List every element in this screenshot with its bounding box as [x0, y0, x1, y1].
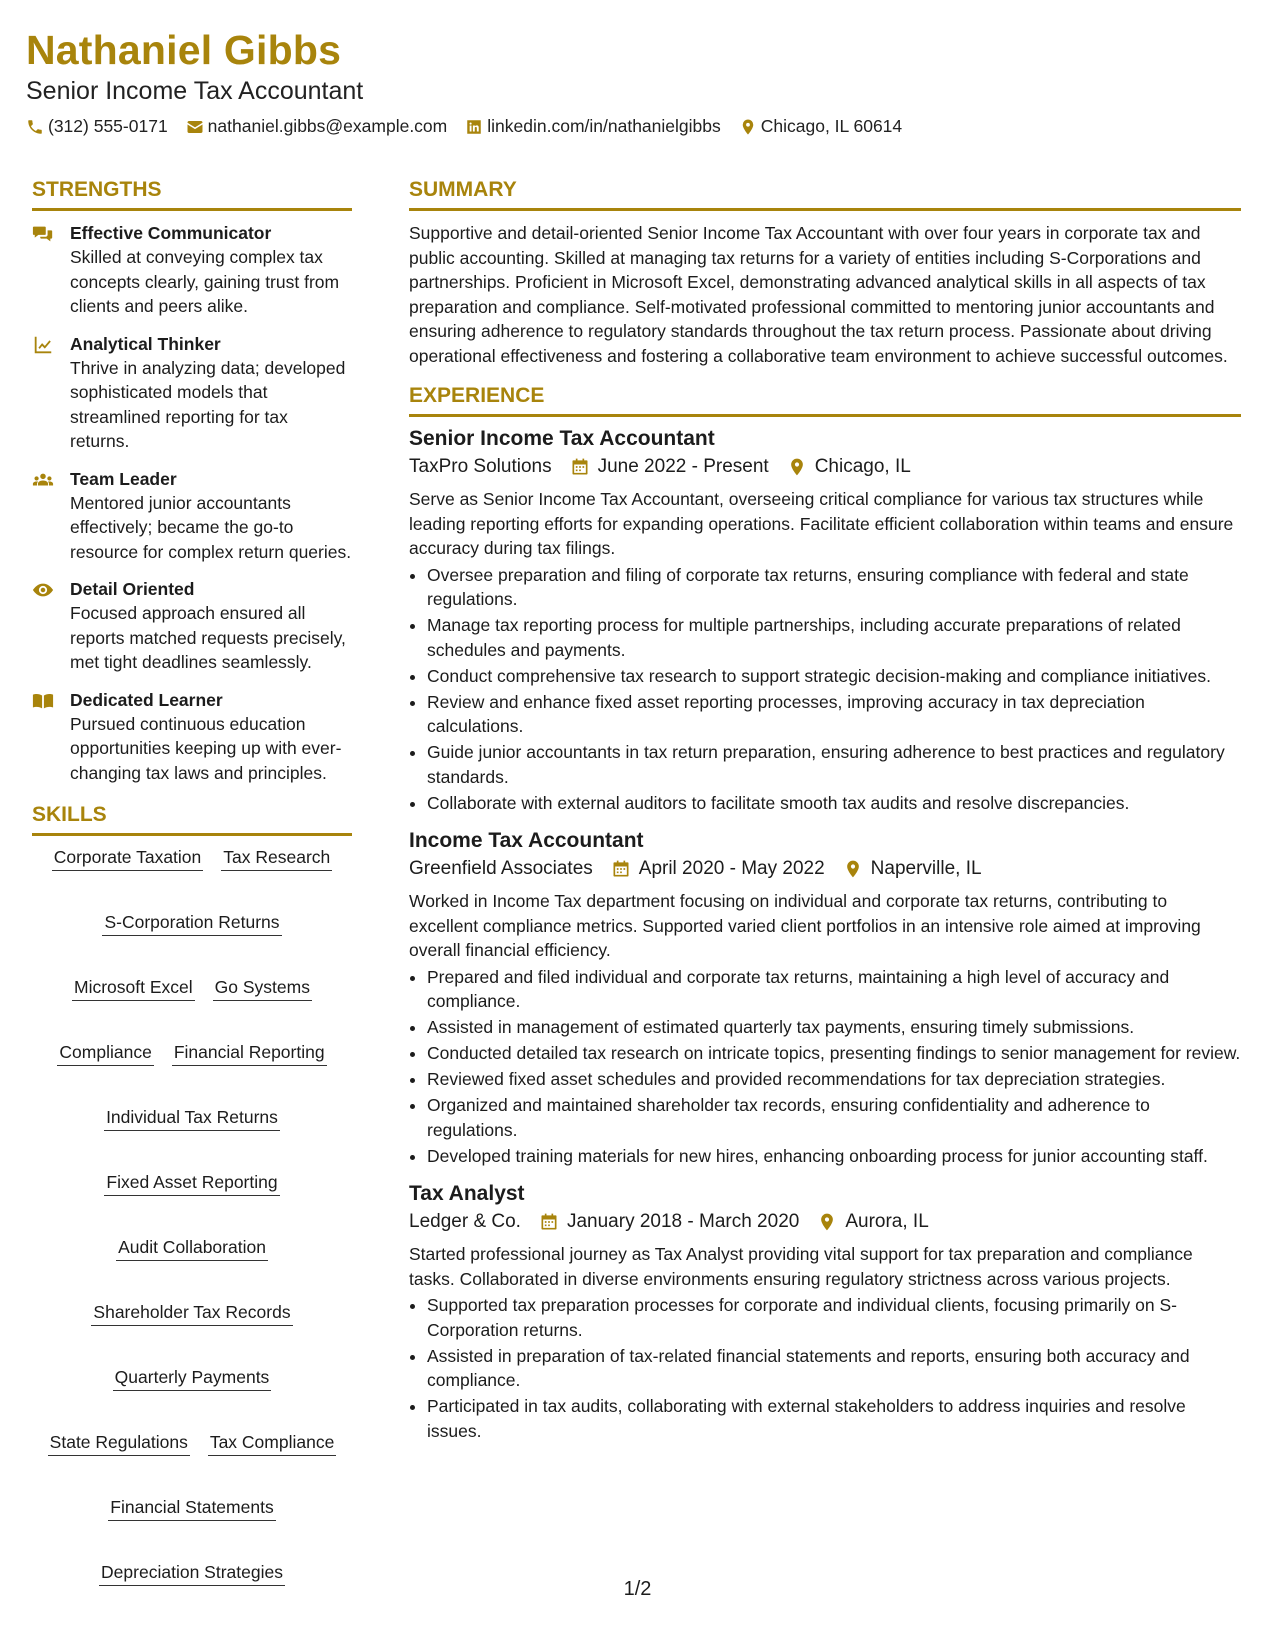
map-pin-icon — [843, 859, 863, 879]
job-title: Senior Income Tax Accountant — [409, 427, 715, 450]
calendar-icon — [570, 457, 590, 477]
skills-list — [32, 846, 352, 1586]
bullet-item: • Assisted in preparation of tax-related financial statements and reports, ensuring both accuracy and compliance. — [427, 1344, 1241, 1393]
strength-title: Dedicated Learner — [70, 689, 223, 710]
skill-tag: Shareholder Tax Records — [91, 1301, 292, 1326]
candidate-title: Senior Income Tax Accountant — [26, 77, 364, 105]
bullet-item: • Reviewed fixed asset schedules and provided recommendations for tax depreciation strategies. — [427, 1067, 1241, 1092]
skill-tag: Corporate Taxation — [52, 846, 204, 871]
job-meta — [409, 855, 1241, 883]
strength-title: Analytical Thinker — [70, 333, 221, 354]
bullet-item: • Guide junior accountants in tax return preparation, ensuring adherence to best practices and regulatory standards. — [427, 740, 1241, 789]
envelope-icon — [186, 118, 204, 136]
left-column — [32, 176, 352, 1586]
calendar-icon — [539, 1212, 559, 1232]
job-company: Greenfield Associates — [409, 858, 593, 879]
job-location: Chicago, IL — [814, 456, 911, 477]
job-entry — [409, 425, 1241, 815]
strengths-heading: STRENGTHS — [32, 176, 352, 211]
open-book-icon — [32, 690, 54, 712]
bullet-item: • Oversee preparation and filing of corporate tax returns, ensuring compliance with federal and state regulations. — [427, 563, 1241, 612]
job-bullets — [409, 1293, 1241, 1443]
job-entry — [409, 1180, 1241, 1443]
bullet-item: • Manage tax reporting process for multiple partnerships, including accurate preparations of related schedules and payments. — [427, 613, 1241, 662]
strength-title: Effective Communicator — [70, 223, 272, 243]
skill-tag: Financial Reporting — [172, 1041, 327, 1066]
bullet-item: • Prepared and filed individual and corporate tax returns, maintaining a high level of accuracy and compliance. — [427, 965, 1241, 1014]
bullet-item: • Participated in tax audits, collaborating with external stakeholders to address inquiries and resolve issues. — [427, 1394, 1241, 1443]
skill-tag: Tax Compliance — [208, 1431, 337, 1456]
job-dates: June 2022 - Present — [597, 456, 769, 477]
strength-desc: Thrive in analyzing data; developed sophisticated models that streamlined reporting for tax returns. — [70, 357, 346, 451]
map-pin-icon — [817, 1212, 837, 1232]
job-title: Tax Analyst — [409, 1182, 525, 1205]
job-description: Started professional journey as Tax Analyst providing vital support for tax preparation and compliance tasks. Collaborated in diverse environments ensuring regulatory strictness across various projects. — [409, 1244, 1193, 1289]
contact-phone[interactable] — [26, 116, 168, 137]
job-location: Aurora, IL — [845, 1211, 929, 1232]
eye-icon — [32, 579, 54, 601]
job-bullets — [409, 563, 1241, 816]
job-meta — [409, 1208, 1241, 1236]
line-chart-icon — [32, 334, 54, 356]
bullet-item: • Conducted detailed tax research on intricate topics, presenting findings to senior management for review. — [427, 1041, 1241, 1066]
strength-item — [32, 577, 352, 675]
job-title: Income Tax Accountant — [409, 829, 644, 852]
bullet-item: • Conduct comprehensive tax research to support strategic decision-making and compliance initiatives. — [427, 664, 1241, 689]
skill-tag: Financial Statements — [108, 1496, 275, 1521]
job-entry — [409, 827, 1241, 1168]
job-dates: April 2020 - May 2022 — [638, 858, 825, 879]
bullet-item: • Collaborate with external auditors to facilitate smooth tax audits and resolve discrepancies. — [427, 791, 1241, 816]
job-location: Naperville, IL — [870, 858, 982, 879]
summary-heading: SUMMARY — [409, 176, 1241, 211]
calendar-icon — [611, 859, 631, 879]
skill-tag: Compliance — [57, 1041, 153, 1066]
skill-tag: Depreciation Strategies — [99, 1561, 285, 1586]
map-pin-icon — [739, 118, 757, 136]
bullet-item: • Organized and maintained shareholder tax records, ensuring confidentiality and adherence to regulations. — [427, 1093, 1241, 1142]
bullet-item: • Review and enhance fixed asset reporting processes, improving accuracy in tax depreciation calculations. — [427, 690, 1241, 739]
phone-icon — [26, 118, 44, 136]
strength-desc: Focused approach ensured all reports matched requests precisely, met tight deadlines seamlessly. — [70, 603, 346, 672]
strength-item — [32, 467, 352, 565]
linkedin-icon — [465, 118, 483, 136]
candidate-name: Nathaniel Gibbs — [26, 27, 342, 73]
job-description: Serve as Senior Income Tax Accountant, overseeing critical compliance for various tax structures while leading reporting efforts for expanding operations. Facilitate efficient collaboration within teams and ensure accuracy during tax filings. — [409, 489, 1234, 558]
strength-item — [32, 688, 352, 786]
skill-tag: Fixed Asset Reporting — [104, 1171, 279, 1196]
skill-tag: Go Systems — [213, 976, 312, 1001]
location-text: Chicago, IL 60614 — [760, 116, 903, 136]
users-icon — [32, 469, 54, 491]
resume-header — [26, 24, 920, 137]
strength-item — [32, 332, 352, 454]
strength-item — [32, 221, 352, 319]
job-dates: January 2018 - March 2020 — [566, 1211, 800, 1232]
job-description: Worked in Income Tax department focusing on individual and corporate tax returns, contributing to excellent compliance metrics. Supported varied client portfolios in an intensive role aimed at improving overall financial efficiency. — [409, 891, 1201, 960]
skill-tag: State Regulations — [48, 1431, 190, 1456]
strength-title: Detail Oriented — [70, 579, 195, 599]
strength-desc: Skilled at conveying complex tax concepts clearly, gaining trust from clients and peers alike. — [70, 247, 340, 316]
skill-tag: Audit Collaboration — [116, 1236, 268, 1261]
phone-text: (312) 555-0171 — [48, 116, 168, 136]
contact-email[interactable] — [186, 116, 448, 137]
bullet-item: • Supported tax preparation processes for corporate and individual clients, focusing primarily on S-Corporation returns. — [427, 1293, 1241, 1342]
contact-linkedin[interactable] — [465, 116, 720, 137]
email-text: nathaniel.gibbs@example.com — [207, 116, 448, 136]
chat-bubbles-icon — [32, 223, 54, 245]
strength-title: Team Leader — [70, 468, 177, 489]
map-pin-icon — [787, 457, 807, 477]
job-company: TaxPro Solutions — [409, 456, 552, 477]
linkedin-text: linkedin.com/in/nathanielgibbs — [487, 116, 721, 136]
job-company: Ledger & Co. — [409, 1211, 521, 1232]
skill-tag: Microsoft Excel — [72, 976, 195, 1001]
skill-tag: Individual Tax Returns — [104, 1106, 280, 1131]
summary-text: Supportive and detail-oriented Senior Income Tax Accountant with over four years in corporate tax and public accounting. Skilled at managing tax returns for a variety of entities including S-Corporations and partnerships. Proficient in Microsoft Excel, demonstrating advanced analytical skills in all aspects of tax preparation and compliance. Self-motivated professional committed to mentoring junior accountants and ensuring adherence to regulatory standards throughout the tax return process. Passionate about driving operational effectiveness and fostering a collaborative team environment to achieve successful outcomes. — [409, 223, 1228, 366]
bullet-item: • Assisted in management of estimated quarterly tax payments, ensuring timely submissions. — [427, 1015, 1241, 1040]
bullet-item: • Developed training materials for new hires, enhancing onboarding process for junior accounting staff. — [427, 1144, 1241, 1169]
job-bullets — [409, 965, 1241, 1169]
right-column — [409, 176, 1241, 1445]
skill-tag: Tax Research — [221, 846, 332, 871]
skills-heading: SKILLS — [32, 801, 352, 836]
page-number: 1/2 — [623, 1578, 652, 1600]
strength-desc: Mentored junior accountants effectively; became the go-to resource for complex return queries. — [70, 492, 352, 562]
experience-heading: EXPERIENCE — [409, 382, 1241, 417]
contact-row — [26, 116, 920, 137]
job-meta — [409, 453, 1241, 481]
skill-tag: S-Corporation Returns — [102, 911, 281, 936]
strength-desc: Pursued continuous education opportunities keeping up with ever-changing tax laws and principles. — [70, 713, 342, 783]
skill-tag: Quarterly Payments — [113, 1366, 272, 1391]
contact-location — [739, 116, 902, 137]
